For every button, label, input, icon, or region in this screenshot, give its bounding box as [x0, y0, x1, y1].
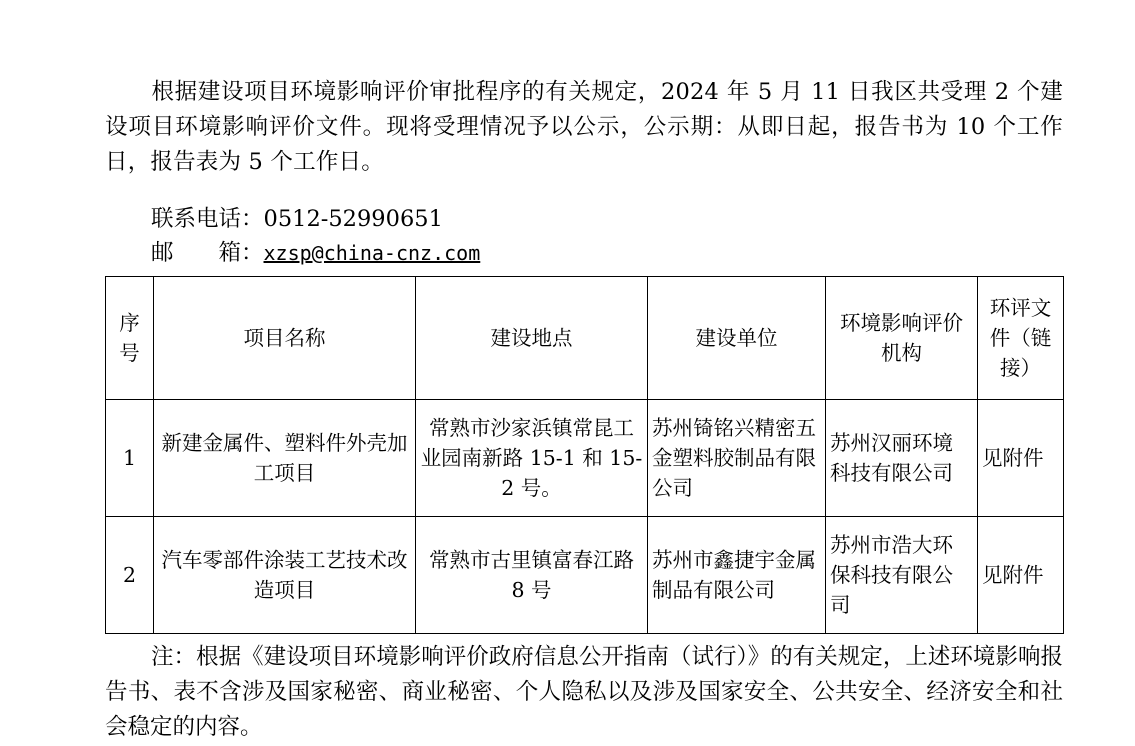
cell-project-file[interactable]: 见附件 [978, 517, 1064, 634]
header-cell-file: 环评文件（链接） [978, 277, 1064, 400]
cell-project-org: 苏州市浩大环保科技有限公司 [826, 517, 978, 634]
cell-project-file[interactable]: 见附件 [978, 400, 1064, 517]
header-cell-no: 序号 [106, 277, 154, 400]
cell-project-unit: 苏州锜铭兴精密五金塑料胶制品有限公司 [648, 400, 826, 517]
cell-project-name: 新建金属件、塑料件外壳加工项目 [154, 400, 416, 517]
contact-email-value[interactable]: xzsp@china-cnz.com [263, 241, 481, 265]
table-body [106, 400, 1064, 634]
intro-text: 根据建设项目环境影响评价审批程序的有关规定，2024 年 5 月 11 日我区共受理 2 个建设项目环境影响评价文件。现将受理情况予以公示，公示期：从即日起，报告书为 10 个工作日，报告表为 5 个工作日。 [105, 78, 1063, 175]
header-cell-name: 项目名称 [154, 277, 416, 400]
intro-paragraph [105, 75, 1063, 180]
notes-text: 注：根据《建设项目环境影响评价政府信息公开指南（试行）》的有关规定，上述环境影响报告书、表不含涉及国家秘密、商业秘密、个人隐私以及涉及国家安全、公共安全、经济安全和社会稳定的内容。 [105, 644, 1063, 740]
projects-table [105, 276, 1064, 634]
cell-no: 1 [106, 400, 154, 517]
table-row [106, 517, 1064, 634]
cell-project-place: 常熟市沙家浜镇常昆工业园南新路 15-1 和 15-2 号。 [416, 400, 648, 517]
cell-no: 2 [106, 517, 154, 634]
cell-project-name: 汽车零部件涂装工艺技术改造项目 [154, 517, 416, 634]
table-header-row [106, 277, 1064, 400]
cell-project-unit: 苏州市鑫捷宇金属制品有限公司 [648, 517, 826, 634]
notes-paragraph [105, 640, 1063, 745]
contact-email-line [105, 236, 1063, 270]
header-cell-place: 建设地点 [416, 277, 648, 400]
table-head [106, 277, 1064, 400]
header-cell-unit: 建设单位 [648, 277, 826, 400]
contact-block [105, 202, 1063, 270]
contact-phone-line: 联系电话：0512-52990651 [151, 206, 443, 232]
cell-project-org: 苏州汉丽环境科技有限公司 [826, 400, 978, 517]
cell-project-place: 常熟市古里镇富春江路 8 号 [416, 517, 648, 634]
header-cell-org: 环境影响评价机构 [826, 277, 978, 400]
contact-email-label: 邮 箱： [151, 240, 264, 266]
table-row [106, 400, 1064, 517]
